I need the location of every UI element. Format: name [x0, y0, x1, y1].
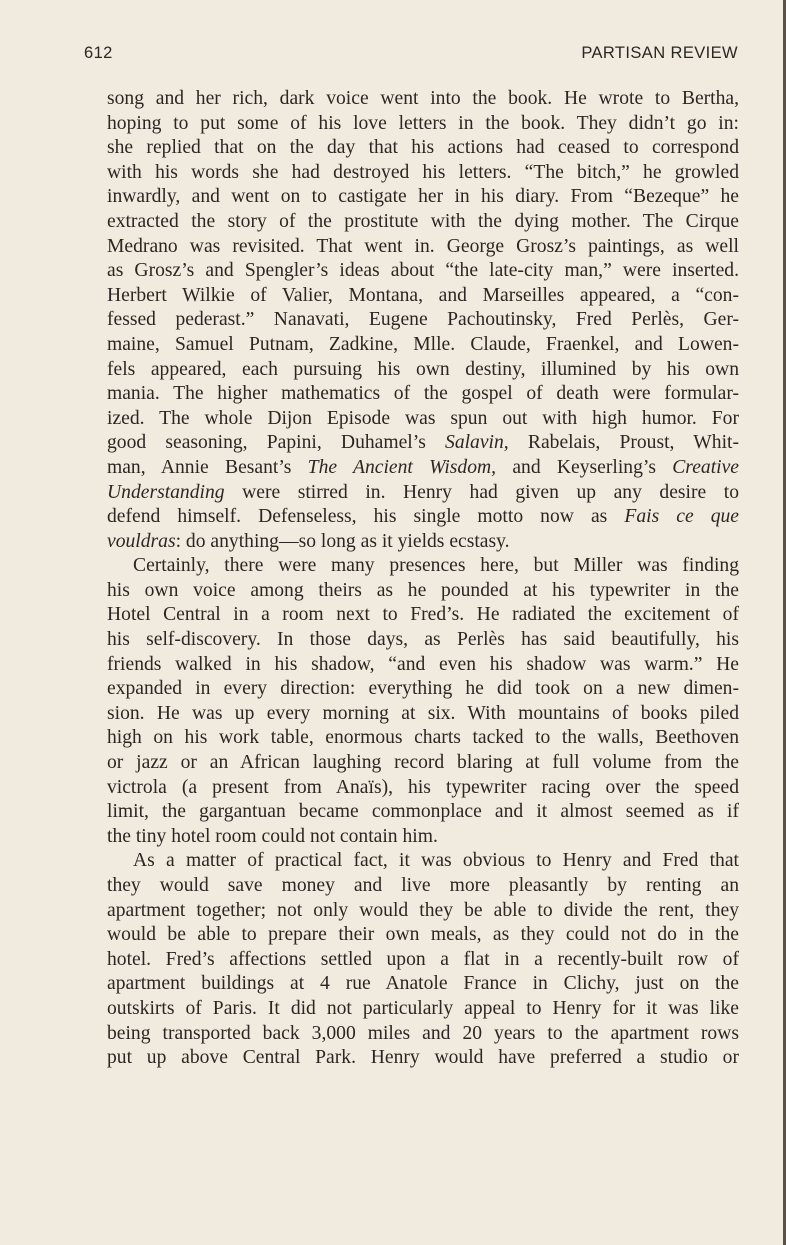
text-segment: defend himself. Defenseless, his single motto now as — [107, 506, 625, 528]
text-line — [107, 776, 739, 801]
text-segment: she replied that on the day that his actions had ceased to correspond — [107, 137, 739, 159]
text-line — [107, 874, 739, 899]
text-line — [107, 972, 739, 997]
text-segment: fessed pederast.” Nanavati, Eugene Pachoutinsky, Fred Perlès, Ger- — [107, 309, 739, 331]
italic-text: The Ancient Wisdom, — [307, 456, 497, 478]
text-line — [107, 628, 739, 653]
text-line — [107, 87, 739, 112]
text-line — [107, 751, 739, 776]
text-segment: As a matter of practical fact, it was obvious to Henry and Fred that — [133, 850, 739, 872]
text-line — [107, 284, 739, 309]
text-line — [107, 899, 739, 924]
text-segment: Herbert Wilkie of Valier, Montana, and Marseilles appeared, a “con- — [107, 284, 739, 306]
text-line — [107, 259, 739, 284]
text-segment: or jazz or an African laughing record blaring at full volume from the — [107, 752, 739, 774]
text-line — [107, 825, 739, 850]
text-line — [107, 407, 739, 432]
text-line — [107, 997, 739, 1022]
text-line — [107, 112, 739, 137]
text-segment: his self-discovery. In those days, as Perlès has said beautifully, his — [107, 629, 739, 651]
text-segment: his own voice among theirs as he pounded at his typewriter in the — [107, 579, 739, 601]
text-segment: being transported back 3,000 miles and 20 years to the apartment rows — [107, 1022, 739, 1044]
text-segment: inwardly, and went on to castigate her in his diary. From “Bezeque” he — [107, 186, 739, 208]
text-line — [107, 1046, 739, 1071]
text-line — [107, 849, 739, 874]
text-segment: apartment together; not only would they be able to divide the rent, they — [107, 899, 739, 921]
text-segment: hoping to put some of his love letters in the book. They didn’t go in: — [107, 112, 739, 134]
text-segment: were stirred in. Henry had given up any desire to — [224, 481, 739, 503]
text-segment: as Grosz’s and Spengler’s ideas about “the late-city man,” were inserted. — [107, 260, 739, 282]
text-segment: Medrano was revisited. That went in. George Grosz’s paintings, as well — [107, 235, 739, 257]
text-segment: would be able to prepare their own meals, as they could not do in the — [107, 924, 739, 946]
text-segment: with his words she had destroyed his letters. “The bitch,” he growled — [107, 161, 739, 183]
text-segment: expanded in every direction: everything he did took on a new dimen- — [107, 678, 739, 700]
italic-text: vouldras — [107, 530, 176, 552]
text-line — [107, 235, 739, 260]
text-line — [107, 185, 739, 210]
text-line — [107, 431, 739, 456]
text-segment: Hotel Central in a room next to Fred’s. He radiated the excitement of — [107, 604, 739, 626]
text-segment: friends walked in his shadow, “and even his shadow was warm.” He — [107, 653, 739, 675]
text-segment: sion. He was up every morning at six. With mountains of books piled — [107, 702, 739, 724]
text-line — [107, 308, 739, 333]
text-segment: maine, Samuel Putnam, Zadkine, Mlle. Claude, Fraenkel, and Lowen- — [107, 333, 739, 355]
text-line — [107, 702, 739, 727]
text-segment: victrola (a present from Anaïs), his typewriter racing over the speed — [107, 776, 739, 798]
text-line — [107, 481, 739, 506]
text-line — [107, 800, 739, 825]
italic-text: Understanding — [107, 481, 225, 503]
text-segment: song and her rich, dark voice went into the book. He wrote to Bertha, — [107, 88, 739, 109]
text-segment: : do anything—so long as it yields ecstasy. — [175, 530, 510, 552]
text-line — [107, 677, 739, 702]
text-segment: outskirts of Paris. It did not particularly appeal to Henry for it was like — [107, 997, 739, 1019]
text-segment: and Keyserling’s — [496, 456, 673, 478]
text-segment: good seasoning, Papini, Duhamel’s — [107, 432, 446, 454]
text-line — [107, 726, 739, 751]
text-segment: Rabelais, Proust, Whit- — [508, 432, 739, 454]
text-line — [107, 603, 739, 628]
journal-title: PARTISAN REVIEW — [581, 44, 738, 62]
text-line — [107, 948, 739, 973]
text-line — [107, 1022, 739, 1047]
italic-text: Salavin, — [445, 432, 509, 454]
italic-text: Fais ce que — [624, 506, 739, 528]
text-segment: Certainly, there were many presences here, but Miller was finding — [133, 555, 739, 577]
text-segment: man, Annie Besant’s — [107, 456, 308, 478]
text-line — [107, 333, 739, 358]
text-segment: put up above Central Park. Henry would have preferred a studio or — [107, 1047, 739, 1069]
text-line — [107, 161, 739, 186]
text-line — [107, 358, 739, 383]
text-line — [107, 136, 739, 161]
text-line — [107, 923, 739, 948]
text-line — [107, 210, 739, 235]
text-segment: the tiny hotel room could not contain him. — [107, 825, 438, 847]
text-line — [107, 530, 739, 555]
running-head — [84, 44, 738, 68]
text-line — [107, 382, 739, 407]
body-text — [107, 87, 739, 1071]
text-segment: mania. The higher mathematics of the gospel of death were formular- — [107, 383, 739, 405]
italic-text: Creative — [672, 456, 739, 478]
text-line — [107, 579, 739, 604]
text-line — [107, 505, 739, 530]
text-segment: apartment buildings at 4 rue Anatole France in Clichy, just on the — [107, 973, 739, 995]
page-number: 612 — [84, 44, 113, 62]
text-segment: hotel. Fred’s affections settled upon a flat in a recently-built row of — [107, 948, 739, 970]
text-segment: extracted the story of the prostitute with the dying mother. The Cirque — [107, 210, 739, 232]
text-segment: ized. The whole Dijon Episode was spun out with high humor. For — [107, 407, 739, 429]
text-segment: fels appeared, each pursuing his own destiny, illumined by his own — [107, 358, 739, 380]
text-segment: limit, the gargantuan became commonplace and it almost seemed as if — [107, 801, 739, 823]
text-line — [107, 554, 739, 579]
text-segment: they would save money and live more pleasantly by renting an — [107, 875, 739, 896]
text-line — [107, 456, 739, 481]
text-line — [107, 653, 739, 678]
text-segment: high on his work table, enormous charts tacked to the walls, Beethoven — [107, 727, 739, 749]
